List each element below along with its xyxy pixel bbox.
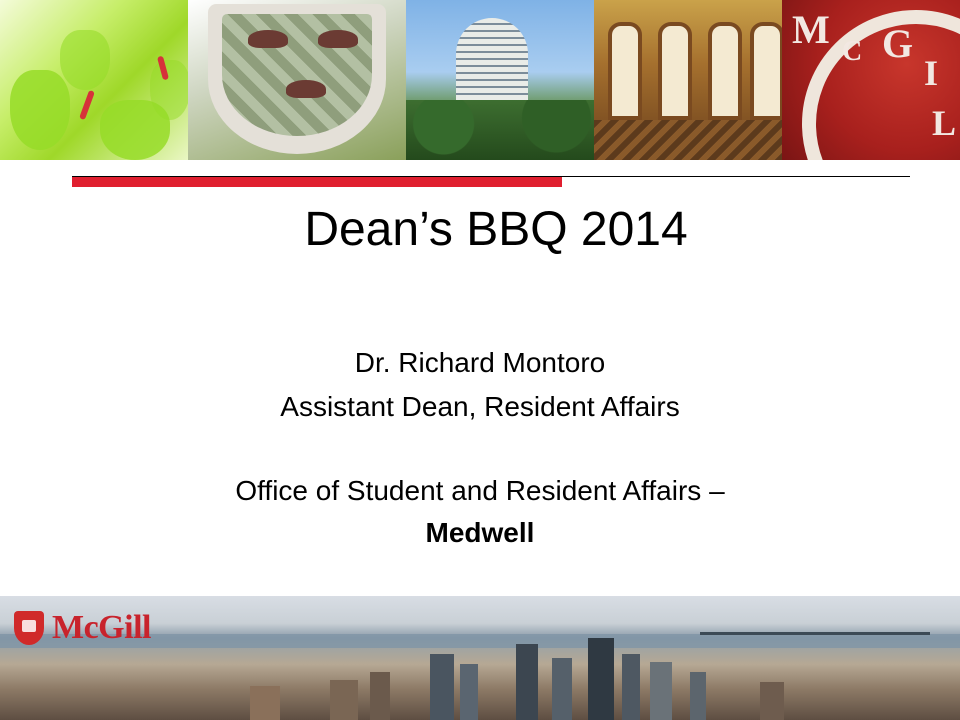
mosaic-letter-g: G [882,21,914,66]
mcgill-mosaic-photo [782,0,960,160]
lecture-hall-photo [594,0,782,160]
campus-tower-photo [406,0,594,160]
mcgill-logo[interactable] [14,610,151,646]
mosaic-letter-m: M [792,7,830,52]
office-line: Office of Student and Resident Affairs – [235,475,725,506]
office-program: Medwell [425,517,535,548]
slide-title: Dean’s BBQ 2014 [304,203,688,256]
presenter-role: Assistant Dean, Resident Affairs [280,391,680,422]
mcgill-crest-icon [14,611,44,645]
mosaic-letter-l: L [932,103,957,143]
city-skyline-banner [0,596,960,720]
presenter-name: Dr. Richard Montoro [354,347,606,378]
mosaic-letter-c: C [842,36,863,67]
lab-flasks-photo [0,0,188,160]
mcgill-logo-text: McGill [52,609,151,646]
header-photo-strip [0,0,960,160]
garden-shield-photo [188,0,406,160]
accent-bar [72,177,562,187]
mosaic-letter-i: I [924,53,939,93]
bridge [700,632,930,635]
